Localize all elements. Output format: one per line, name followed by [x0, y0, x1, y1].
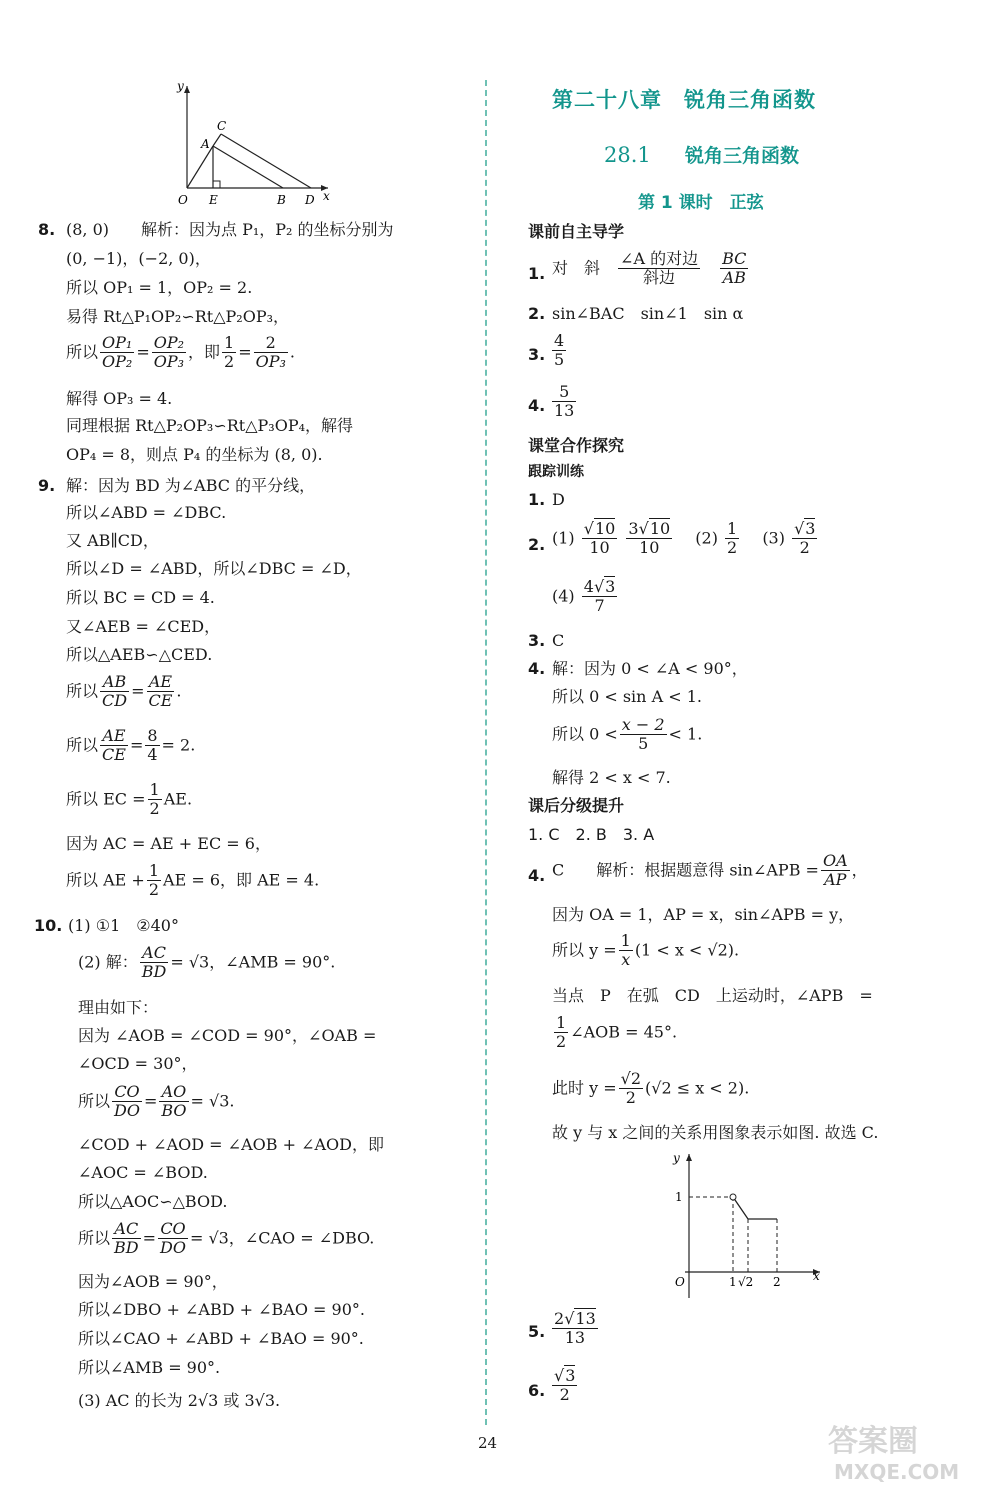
fraction	[552, 332, 566, 370]
line-text: 所以	[66, 681, 99, 701]
fraction	[147, 862, 161, 900]
answer-line: 所以∠DBO + ∠ABD + ∠BAO = 90°.	[78, 1300, 365, 1319]
denominator: AP	[824, 870, 847, 890]
line-text: (4)	[552, 586, 575, 606]
fraction-line	[552, 932, 739, 970]
numerator: 5	[552, 383, 576, 402]
numerator: AC	[112, 1220, 141, 1239]
denominator: 10	[639, 538, 660, 558]
answer-line: 所以△AOC∽△BOD.	[78, 1192, 228, 1211]
numerator: OP₂	[153, 333, 185, 352]
fraction-line	[552, 1014, 677, 1052]
denominator: CE	[148, 691, 173, 711]
denominator: 2	[148, 880, 160, 900]
denominator: x	[621, 950, 631, 970]
function-graph	[665, 1148, 830, 1303]
fraction	[100, 673, 129, 711]
question-number: 2.	[528, 304, 546, 323]
denominator: OP₃	[255, 352, 286, 372]
fraction-line: 所以 $\frac{AC}{BD}$ = $\frac{CO}{DO}$ = √3，∠CAO = ∠DBO.	[78, 1219, 375, 1258]
answer-line: C	[552, 631, 565, 650]
fraction-line	[552, 578, 619, 616]
numerator: OP₁	[102, 333, 133, 352]
fraction	[222, 334, 236, 372]
graph-label: O	[675, 1275, 685, 1289]
answer-line: 易得 Rt△P₁OP₂∽Rt△P₂OP₃，	[66, 307, 290, 326]
line-text: (1)	[552, 528, 575, 548]
diagram1-label: B	[277, 193, 286, 207]
answer-line: 解得 OP₃ = 4.	[66, 389, 173, 408]
fraction-line	[550, 383, 578, 421]
fraction	[554, 1014, 568, 1052]
diagram1-label: x	[323, 189, 330, 203]
denominator: OP₃	[153, 352, 185, 372]
line-text: < 1.	[668, 724, 703, 744]
line-text: = √3，∠CAO = ∠DBO.	[189, 1228, 375, 1248]
answer-line: 因为 OA = 1，AP = x，sin∠APB = y，	[552, 905, 855, 924]
numerator: CO	[158, 1220, 188, 1239]
answer-line: (1) ①1 ②40°	[68, 916, 179, 935]
numerator: AC	[140, 944, 169, 963]
fraction	[821, 852, 850, 890]
line-text: ∠AOB = 45°.	[570, 1022, 678, 1042]
fraction	[147, 673, 175, 711]
numerator: AO	[159, 1083, 188, 1102]
fraction	[619, 1070, 643, 1108]
diagram1-label: O	[178, 193, 188, 207]
answer-line: ∠OCD = 30°，	[78, 1054, 198, 1073]
numerator: √10	[583, 519, 616, 538]
denominator: BD	[141, 962, 167, 982]
answer-line: 解：因为 BD 为∠ABC 的平分线，	[66, 476, 316, 495]
denominator: BO	[161, 1101, 187, 1121]
line-text: 所以	[78, 1091, 111, 1111]
fraction	[552, 1310, 598, 1348]
fraction	[112, 1220, 141, 1258]
question-number: 9.	[38, 476, 56, 495]
diagram1-label: y	[177, 79, 184, 93]
fraction-line: 所以 $\frac{\text{OP₁}}{\text{OP₂}}$ = $\frac{\text{OP₂}}{\text{OP₃}}$ ，即 $\frac{1}{2}$ = $\frac{2}{\text{OP₃}}$ .	[66, 333, 296, 372]
numerator: 2	[254, 334, 288, 353]
denominator: BD	[114, 1238, 139, 1258]
answer-line: (0, −1)，(−2, 0)，	[66, 249, 211, 268]
denominator: 13	[564, 1328, 586, 1348]
numerator: 4	[554, 331, 565, 350]
denominator: 2	[149, 799, 160, 819]
numerator: AB	[100, 673, 129, 692]
answer-line: 所以 OP₁ = 1，OP₂ = 2.	[66, 278, 253, 297]
coefficient: 4	[583, 577, 594, 596]
fraction	[148, 781, 162, 819]
answer-line: 所以∠ABD = ∠DBC.	[66, 503, 227, 522]
question-number: 4.	[528, 396, 546, 415]
fraction-line	[552, 520, 819, 558]
numerator: CO	[112, 1083, 142, 1102]
question-number: 10.	[34, 916, 63, 935]
numerator: √3	[794, 519, 816, 538]
section-heading: 课前自主导学	[528, 222, 625, 241]
coefficient: 2	[554, 1309, 565, 1328]
question-number: 4.	[528, 659, 546, 678]
denominator: 7	[594, 596, 605, 616]
fraction	[112, 1083, 142, 1121]
fraction-line	[552, 250, 750, 288]
answer-line: 所以 BC = CD = 4.	[66, 588, 215, 607]
diagram1-label: C	[217, 119, 227, 133]
denominator: 2	[224, 352, 235, 372]
denominator: 5	[554, 350, 565, 370]
fraction	[582, 578, 618, 616]
answer-line: sin∠BAC sin∠1 sin α	[552, 304, 744, 323]
denominator: CE	[102, 745, 126, 765]
fraction	[725, 520, 739, 558]
line-text: 所以 y =	[552, 940, 617, 960]
numerator: AE	[147, 673, 175, 692]
question-number: 4.	[528, 866, 546, 885]
line-text: 所以 AE +	[66, 870, 145, 890]
answer-line: 因为 AC = AE + EC = 6，	[66, 834, 271, 853]
line-text: 所以 EC =	[66, 789, 146, 809]
question-number: 6.	[528, 1381, 546, 1400]
answer-line: 1. C 2. B 3. A	[528, 825, 655, 844]
radicand: 10	[649, 519, 671, 538]
radicand: 3	[565, 1366, 576, 1385]
answer-line: D	[552, 490, 565, 509]
denominator: 2	[799, 538, 810, 558]
fraction	[152, 334, 186, 372]
fraction-line	[66, 781, 192, 819]
answer-line: 解：因为 0 < ∠A < 90°，	[552, 659, 748, 678]
fraction	[552, 383, 576, 421]
numerator: AE	[100, 727, 128, 746]
numerator: 1	[224, 333, 235, 352]
line-text: 所以	[66, 735, 99, 755]
graph-label: 1	[729, 1275, 737, 1289]
question-number: 1.	[528, 490, 546, 509]
denominator: 5	[638, 734, 649, 754]
line-text: ，	[851, 860, 868, 880]
denominator: 2	[625, 1088, 636, 1108]
line-text: = √3，∠AMB = 90°.	[170, 952, 336, 972]
radicand: 3	[605, 577, 616, 596]
fraction-line	[550, 1367, 579, 1405]
section-title: 锐角三角函数	[685, 145, 800, 167]
answer-line: 所以∠CAO + ∠ABD + ∠BAO = 90°.	[78, 1329, 364, 1348]
section-heading: 课堂合作探究	[528, 436, 625, 455]
question-number: 1.	[528, 264, 546, 283]
chapter-title: 第二十八章 锐角三角函数	[552, 88, 816, 112]
triangle-diagram	[165, 78, 340, 208]
numerator: 1	[148, 861, 160, 880]
line-text: (2) 解：	[78, 952, 138, 972]
question-number: 2.	[528, 535, 546, 554]
graph-label: y	[673, 1151, 680, 1165]
fraction-line	[78, 944, 335, 982]
denominator: 2	[559, 1385, 570, 1405]
radicand: 13	[575, 1309, 596, 1328]
denominator: 2	[727, 538, 738, 558]
numerator: 3√10	[628, 519, 671, 538]
graph-label: √2	[738, 1275, 754, 1289]
question-number: 3.	[528, 345, 546, 364]
line-text: 所以	[66, 342, 99, 362]
line-text: (3)	[762, 528, 785, 548]
answer-line: ∠COD + ∠AOD = ∠AOB + ∠AOD，即	[78, 1135, 384, 1154]
numerator: 2√13	[554, 1309, 596, 1328]
line-text: 所以	[78, 1228, 111, 1248]
answer-line: 因为∠AOB = 90°，	[78, 1272, 228, 1291]
diagram1-label: D	[305, 193, 315, 207]
numerator: 1	[620, 931, 631, 950]
denominator: 2	[556, 1032, 567, 1052]
numerator: 1	[727, 519, 738, 538]
answer-line: (8, 0) 解析：因为点 P₁，P₂ 的坐标分别为	[66, 220, 394, 239]
line-text: (√2 ≤ x < 2).	[645, 1078, 750, 1098]
graph-label: 1	[675, 1190, 683, 1204]
denominator: CD	[102, 691, 128, 711]
line-text: 对 斜	[552, 258, 601, 278]
diagram1-label: E	[209, 193, 218, 207]
denominator: 10	[589, 538, 610, 558]
fraction	[626, 520, 672, 558]
fraction	[100, 727, 128, 765]
section-number: 28.1	[604, 143, 651, 167]
denominator: OP₂	[102, 352, 133, 372]
answer-line: OP₄ = 8，则点 P₄ 的坐标为 (8, 0).	[66, 445, 323, 464]
numerator: 1	[149, 780, 160, 799]
radicand: 3	[805, 519, 816, 538]
fraction-line: 所以 $\frac{AE}{CE}$ = $\frac{8}{4}$ = 2.	[66, 726, 196, 765]
denominator: DO	[160, 1238, 186, 1258]
fraction-line	[550, 332, 568, 370]
denominator: AB	[722, 268, 746, 288]
fraction	[582, 520, 618, 558]
line-text: = √3.	[190, 1091, 235, 1111]
diagram1-label: A	[201, 137, 210, 151]
answer-line: 又∠AEB = ∠CED，	[66, 617, 221, 636]
fraction	[100, 334, 134, 372]
fraction	[619, 932, 633, 970]
fraction	[145, 727, 159, 765]
answer-line: 理由如下：	[78, 998, 159, 1017]
fraction-line	[552, 716, 702, 754]
answer-line: 因为 ∠AOB = ∠COD = 90°，∠OAB =	[78, 1026, 377, 1045]
fraction-line	[552, 1070, 749, 1108]
denominator: 4	[147, 745, 158, 765]
fraction-line	[552, 852, 868, 890]
fraction-line: 所以 $\frac{AB}{CD}$ = $\frac{AE}{CE}$ .	[66, 672, 182, 711]
radicand: 10	[594, 519, 616, 538]
fraction-line: 所以 $\frac{CO}{DO}$ = $\frac{AO}{BO}$ = √3.	[78, 1082, 235, 1121]
numerator: BC	[722, 249, 747, 268]
numerator: √3	[554, 1366, 576, 1385]
answer-line: 当点 P 在弧 CD 上运动时，∠APB =	[552, 986, 873, 1005]
answer-line: 又 AB∥CD，	[66, 531, 159, 550]
fraction	[140, 944, 169, 982]
line-text: C 解析：根据题意得 sin∠APB =	[552, 860, 819, 880]
numerator: 8	[147, 726, 158, 745]
watermark-text: 答案圈	[828, 1424, 918, 1459]
answer-line: 解得 2 < x < 7.	[552, 768, 671, 787]
fraction	[720, 250, 748, 288]
numerator: 1	[556, 1013, 567, 1032]
line-text: 所以 0 <	[552, 724, 618, 744]
denominator: 斜边	[643, 268, 676, 288]
fraction	[158, 1220, 188, 1258]
graph-label: x	[813, 1269, 820, 1283]
answer-line: 故 y 与 x 之间的关系用图象表示如图. 故选 C.	[552, 1123, 879, 1142]
fraction-line	[550, 1310, 600, 1348]
fraction	[618, 250, 700, 288]
lesson-title: 第 1 课时 正弦	[638, 193, 764, 213]
line-text: ，即	[188, 342, 221, 362]
page-number: 24	[478, 1434, 498, 1452]
answer-line: ∠AOC = ∠BOD.	[78, 1163, 208, 1182]
graph-label: 2	[773, 1275, 781, 1289]
fraction	[159, 1083, 188, 1121]
question-number: 3.	[528, 631, 546, 650]
section-heading: 课后分级提升	[528, 796, 625, 815]
fraction	[552, 1367, 577, 1405]
fraction-line	[66, 862, 319, 900]
question-number: 8.	[38, 220, 56, 239]
denominator: 13	[554, 401, 575, 421]
line-text: 此时 y =	[552, 1078, 617, 1098]
line-text: = 2.	[161, 735, 196, 755]
numerator: 4√3	[583, 577, 616, 596]
denominator: DO	[114, 1101, 140, 1121]
coefficient: 3	[628, 519, 639, 538]
numerator: OA	[822, 851, 848, 870]
numerator: x − 2	[621, 715, 665, 734]
line-text: (2)	[695, 528, 718, 548]
line-text: AE.	[163, 789, 193, 809]
watermark-url: MXQE.COM	[834, 1460, 960, 1484]
answer-line: 同理根据 Rt△P₂OP₃∽Rt△P₃OP₄，解得	[66, 416, 354, 435]
answer-line: 所以△AEB∽△CED.	[66, 645, 213, 664]
sub-heading: 跟踪训练	[528, 464, 584, 480]
answer-line: 所以 0 < sin A < 1.	[552, 687, 702, 706]
answer-line: 所以∠D = ∠ABD，所以∠DBC = ∠D，	[66, 559, 362, 578]
numerator: ∠A 的对边	[620, 249, 699, 268]
answer-line: 所以∠AMB = 90°.	[78, 1358, 221, 1377]
fraction	[254, 334, 288, 372]
line-text: AE = 6，即 AE = 4.	[163, 870, 320, 890]
column-divider	[485, 80, 487, 1425]
fraction	[620, 716, 667, 754]
numerator: √2	[620, 1069, 641, 1088]
watermark-logo	[820, 1415, 990, 1485]
fraction	[792, 520, 817, 558]
line-text: (1 < x < √2).	[634, 940, 740, 960]
question-number: 5.	[528, 1322, 546, 1341]
answer-line: (3) AC 的长为 2√3 或 3√3.	[78, 1391, 281, 1410]
